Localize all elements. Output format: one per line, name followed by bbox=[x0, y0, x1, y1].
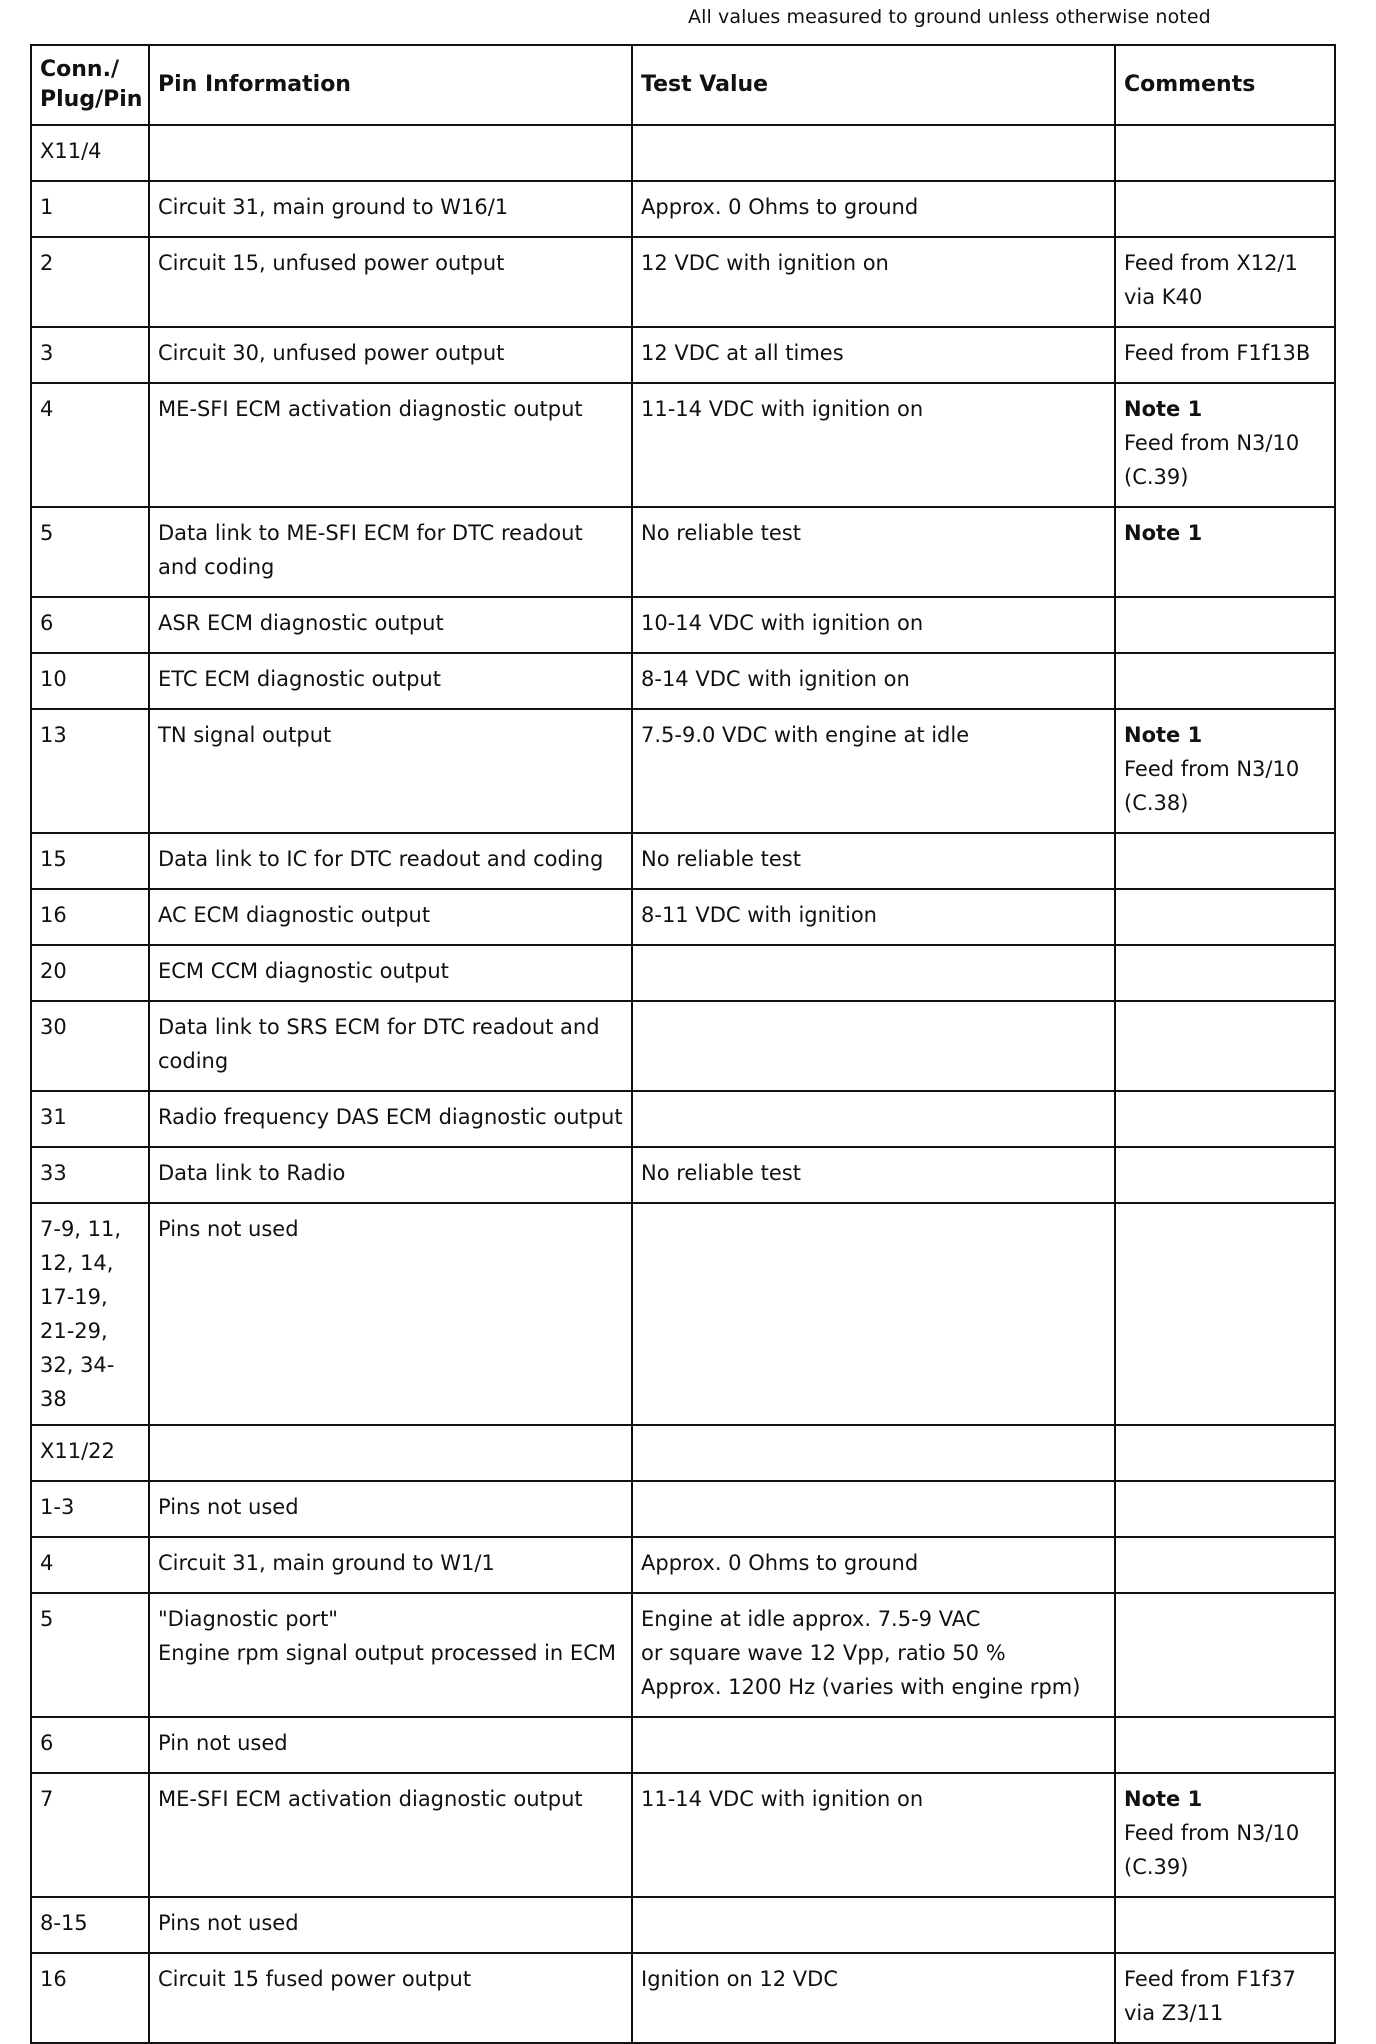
test-value-cell: 12 VDC with ignition on bbox=[632, 237, 1115, 327]
pin-cell: 7 bbox=[31, 1773, 149, 1897]
pin-cell: 5 bbox=[31, 1593, 149, 1717]
table-row bbox=[31, 507, 1335, 597]
pin-cell: 10 bbox=[31, 653, 149, 709]
test-value-cell: 12 VDC at all times bbox=[632, 327, 1115, 383]
test-value-cell bbox=[632, 1091, 1115, 1147]
pin-info-cell: Circuit 15, unfused power output bbox=[149, 237, 632, 327]
comment-text: Feed from F1f13B bbox=[1124, 341, 1311, 365]
table-row bbox=[31, 1537, 1335, 1593]
comments-cell bbox=[1115, 1203, 1335, 1425]
header-conn-plug-pin: Conn./ Plug/Pin bbox=[31, 45, 149, 125]
pin-info-cell: Circuit 31, main ground to W16/1 bbox=[149, 181, 632, 237]
comment-text: Feed from N3/10 (C.38) bbox=[1124, 757, 1300, 815]
test-value-cell: 8-14 VDC with ignition on bbox=[632, 653, 1115, 709]
pin-cell: 16 bbox=[31, 1953, 149, 2043]
comments-cell bbox=[1115, 1593, 1335, 1717]
test-value-cell: No reliable test bbox=[632, 833, 1115, 889]
table-row bbox=[31, 1147, 1335, 1203]
table-row bbox=[31, 653, 1335, 709]
comments-cell bbox=[1115, 327, 1335, 383]
comments-cell bbox=[1115, 709, 1335, 833]
pin-info-cell: TN signal output bbox=[149, 709, 632, 833]
pin-cell: 4 bbox=[31, 1537, 149, 1593]
table-row bbox=[31, 833, 1335, 889]
comments-cell bbox=[1115, 1481, 1335, 1537]
test-value-cell: No reliable test bbox=[632, 1147, 1115, 1203]
test-value-cell: No reliable test bbox=[632, 507, 1115, 597]
comments-cell bbox=[1115, 1897, 1335, 1953]
test-value-cell: 11-14 VDC with ignition on bbox=[632, 383, 1115, 507]
comments-cell bbox=[1115, 1773, 1335, 1897]
test-value-cell bbox=[632, 1897, 1115, 1953]
comment-note-label: Note 1 bbox=[1124, 1787, 1203, 1811]
comments-cell bbox=[1115, 507, 1335, 597]
test-value-cell: Approx. 0 Ohms to ground bbox=[632, 181, 1115, 237]
pin-info-cell: ETC ECM diagnostic output bbox=[149, 653, 632, 709]
pin-info-cell: Pin not used bbox=[149, 1717, 632, 1773]
test-value-cell: Approx. 0 Ohms to ground bbox=[632, 1537, 1115, 1593]
test-value-cell bbox=[632, 945, 1115, 1001]
comment-text: Feed from N3/10 (C.39) bbox=[1124, 1821, 1300, 1879]
comment-note-label: Note 1 bbox=[1124, 397, 1203, 421]
comments-cell bbox=[1115, 125, 1335, 181]
test-value-cell bbox=[632, 1425, 1115, 1481]
table-row bbox=[31, 125, 1335, 181]
pin-info-cell: ME-SFI ECM activation diagnostic output bbox=[149, 1773, 632, 1897]
comments-cell bbox=[1115, 945, 1335, 1001]
pin-cell: X11/4 bbox=[31, 125, 149, 181]
table-row bbox=[31, 383, 1335, 507]
comment-text: Feed from F1f37 via Z3/11 bbox=[1124, 1967, 1296, 2025]
comment-note-label: Note 1 bbox=[1124, 521, 1203, 545]
comments-cell bbox=[1115, 1147, 1335, 1203]
test-value-cell: Ignition on 12 VDC bbox=[632, 1953, 1115, 2043]
pin-info-cell bbox=[149, 125, 632, 181]
comments-cell bbox=[1115, 597, 1335, 653]
pin-cell: 15 bbox=[31, 833, 149, 889]
table-row bbox=[31, 1425, 1335, 1481]
pin-info-cell: Circuit 15 fused power output bbox=[149, 1953, 632, 2043]
pin-info-cell: Pins not used bbox=[149, 1897, 632, 1953]
table-row bbox=[31, 1091, 1335, 1147]
pin-cell: 1 bbox=[31, 181, 149, 237]
comments-cell bbox=[1115, 1425, 1335, 1481]
comments-cell bbox=[1115, 889, 1335, 945]
comments-cell bbox=[1115, 383, 1335, 507]
test-value-cell: 7.5-9.0 VDC with engine at idle bbox=[632, 709, 1115, 833]
pin-cell: 31 bbox=[31, 1091, 149, 1147]
comments-cell bbox=[1115, 1717, 1335, 1773]
header-pin-information: Pin Information bbox=[149, 45, 632, 125]
test-value-cell bbox=[632, 1481, 1115, 1537]
pin-cell: 7-9, 11, 12, 14, 17-19, 21-29, 32, 34-38 bbox=[31, 1203, 149, 1425]
test-value-cell: 8-11 VDC with ignition bbox=[632, 889, 1115, 945]
comments-cell bbox=[1115, 1001, 1335, 1091]
pin-cell: 20 bbox=[31, 945, 149, 1001]
table-row bbox=[31, 181, 1335, 237]
pin-cell: 3 bbox=[31, 327, 149, 383]
test-value-cell bbox=[632, 125, 1115, 181]
pin-cell: 16 bbox=[31, 889, 149, 945]
table-header-row bbox=[31, 45, 1335, 125]
table-row bbox=[31, 597, 1335, 653]
table-row bbox=[31, 709, 1335, 833]
pin-info-cell: AC ECM diagnostic output bbox=[149, 889, 632, 945]
table-row bbox=[31, 1481, 1335, 1537]
pin-cell: 1-3 bbox=[31, 1481, 149, 1537]
comments-cell bbox=[1115, 1953, 1335, 2043]
pin-info-cell: Data link to IC for DTC readout and coding bbox=[149, 833, 632, 889]
test-value-cell bbox=[632, 1203, 1115, 1425]
test-value-cell bbox=[632, 1001, 1115, 1091]
pin-info-cell: ME-SFI ECM activation diagnostic output bbox=[149, 383, 632, 507]
table-row bbox=[31, 945, 1335, 1001]
pin-info-cell: Pins not used bbox=[149, 1203, 632, 1425]
pin-info-cell: Data link to Radio bbox=[149, 1147, 632, 1203]
pin-info-cell: Circuit 31, main ground to W1/1 bbox=[149, 1537, 632, 1593]
pin-info-cell: Data link to SRS ECM for DTC readout and coding bbox=[149, 1001, 632, 1091]
table-row bbox=[31, 1773, 1335, 1897]
pin-info-cell: Circuit 30, unfused power output bbox=[149, 327, 632, 383]
test-value-cell: 10-14 VDC with ignition on bbox=[632, 597, 1115, 653]
comments-cell bbox=[1115, 237, 1335, 327]
table-row bbox=[31, 1953, 1335, 2043]
test-value-cell: Engine at idle approx. 7.5-9 VAC or square wave 12 Vpp, ratio 50 % Approx. 1200 Hz (varies with engine rpm) bbox=[632, 1593, 1115, 1717]
comment-text: Feed from X12/1 via K40 bbox=[1124, 251, 1298, 309]
measurement-note: All values measured to ground unless otherwise noted bbox=[688, 6, 1211, 28]
pin-cell: 8-15 bbox=[31, 1897, 149, 1953]
pin-test-table bbox=[30, 44, 1336, 2044]
pin-info-cell: "Diagnostic port" Engine rpm signal output processed in ECM bbox=[149, 1593, 632, 1717]
pin-cell: 6 bbox=[31, 1717, 149, 1773]
pin-cell: 2 bbox=[31, 237, 149, 327]
pin-cell: X11/22 bbox=[31, 1425, 149, 1481]
pin-cell: 33 bbox=[31, 1147, 149, 1203]
pin-cell: 5 bbox=[31, 507, 149, 597]
pin-info-cell: Pins not used bbox=[149, 1481, 632, 1537]
comments-cell bbox=[1115, 653, 1335, 709]
table-row bbox=[31, 1593, 1335, 1717]
comments-cell bbox=[1115, 1537, 1335, 1593]
header-test-value: Test Value bbox=[632, 45, 1115, 125]
test-value-cell: 11-14 VDC with ignition on bbox=[632, 1773, 1115, 1897]
table-row bbox=[31, 1001, 1335, 1091]
pin-info-cell: ASR ECM diagnostic output bbox=[149, 597, 632, 653]
table-row bbox=[31, 237, 1335, 327]
pin-cell: 4 bbox=[31, 383, 149, 507]
pin-info-cell bbox=[149, 1425, 632, 1481]
test-value-cell bbox=[632, 1717, 1115, 1773]
table-row bbox=[31, 889, 1335, 945]
comments-cell bbox=[1115, 181, 1335, 237]
table-row bbox=[31, 1717, 1335, 1773]
table-row bbox=[31, 327, 1335, 383]
comments-cell bbox=[1115, 833, 1335, 889]
pin-cell: 6 bbox=[31, 597, 149, 653]
header-comments: Comments bbox=[1115, 45, 1335, 125]
table-row bbox=[31, 1203, 1335, 1425]
table-row bbox=[31, 1897, 1335, 1953]
pin-info-cell: ECM CCM diagnostic output bbox=[149, 945, 632, 1001]
pin-cell: 13 bbox=[31, 709, 149, 833]
pin-info-cell: Radio frequency DAS ECM diagnostic output bbox=[149, 1091, 632, 1147]
comment-note-label: Note 1 bbox=[1124, 723, 1203, 747]
comment-text: Feed from N3/10 (C.39) bbox=[1124, 431, 1300, 489]
pin-info-cell: Data link to ME-SFI ECM for DTC readout and coding bbox=[149, 507, 632, 597]
pin-cell: 30 bbox=[31, 1001, 149, 1091]
comments-cell bbox=[1115, 1091, 1335, 1147]
table-body bbox=[31, 125, 1335, 2043]
